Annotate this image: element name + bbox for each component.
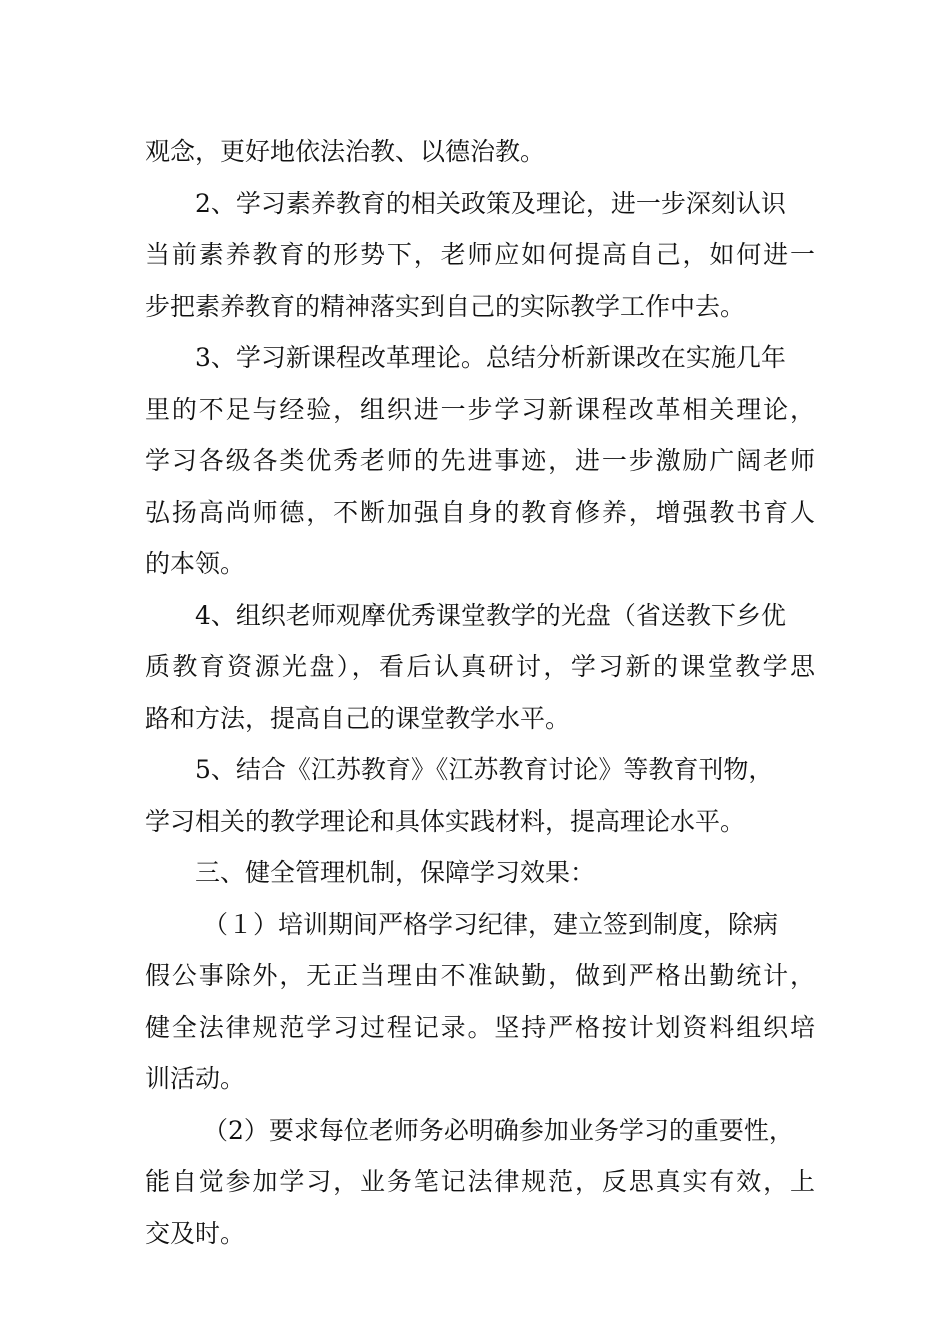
text-line: 弘扬高尚师德，不断加强自身的教育修养，增强教书育人 <box>145 497 815 527</box>
text-line: 质教育资源光盘），看后认真研讨，学习新的课堂教学思 <box>145 652 815 681</box>
text-line: 学习相关的教学理论和具体实践材料，提高理论水平。 <box>145 806 746 836</box>
text-line: （2）要求每位老师务必明确参加业务学习的重要性， <box>203 1115 794 1145</box>
paragraph-continuation <box>145 126 815 178</box>
paragraph-rule-1 <box>145 899 815 1105</box>
text-line: 5、结合《江苏教育》《江苏教育讨论》等教育刊物， <box>195 755 774 784</box>
text-line: 能自觉参加学习，业务笔记法律规范，反思真实有效，上 <box>145 1167 815 1196</box>
document-body <box>145 126 815 1259</box>
text-line: 的本领。 <box>145 549 246 578</box>
paragraph-item-4 <box>145 590 815 745</box>
paragraph-item-5 <box>145 744 815 847</box>
text-line: 健全法律规范学习过程记录。坚持严格按计划资料组织培 <box>145 1012 815 1042</box>
text-line: 4、组织老师观摩优秀课堂教学的光盘（省送教下乡优 <box>195 600 786 630</box>
text-line: 当前素养教育的形势下，老师应如何提高自己，如何进一 <box>145 240 815 269</box>
text-line: 里的不足与经验，组织进一步学习新课程改革相关理论， <box>145 394 815 424</box>
text-line: 假公事除外，无正当理由不准缺勤，做到严格出勤统计， <box>145 961 815 990</box>
section-heading: 三、健全管理机制，保障学习效果： <box>195 858 596 887</box>
text-line: 观念，更好地依法治教、以德治教。 <box>145 137 546 166</box>
paragraph-item-2 <box>145 178 815 333</box>
text-line: 学习各级各类优秀老师的先进事迹，进一步激励广阔老师 <box>145 446 815 475</box>
text-line: 训活动。 <box>145 1064 246 1093</box>
text-line: 路和方法，提高自己的课堂教学水平。 <box>145 703 571 733</box>
text-line: （１）培训期间严格学习纪律，建立签到制度，除病 <box>203 909 779 939</box>
text-line: 交及时。 <box>145 1218 246 1248</box>
paragraph-item-3 <box>145 332 815 590</box>
section-heading-3 <box>145 847 815 899</box>
text-line: 3、学习新课程改革理论。总结分析新课改在实施几年 <box>195 343 786 372</box>
text-line: 2、学习素养教育的相关政策及理论，进一步深刻认识 <box>195 188 786 218</box>
paragraph-rule-2 <box>145 1105 815 1260</box>
text-line: 步把素养教育的精神落实到自己的实际教学工作中去。 <box>145 291 746 321</box>
